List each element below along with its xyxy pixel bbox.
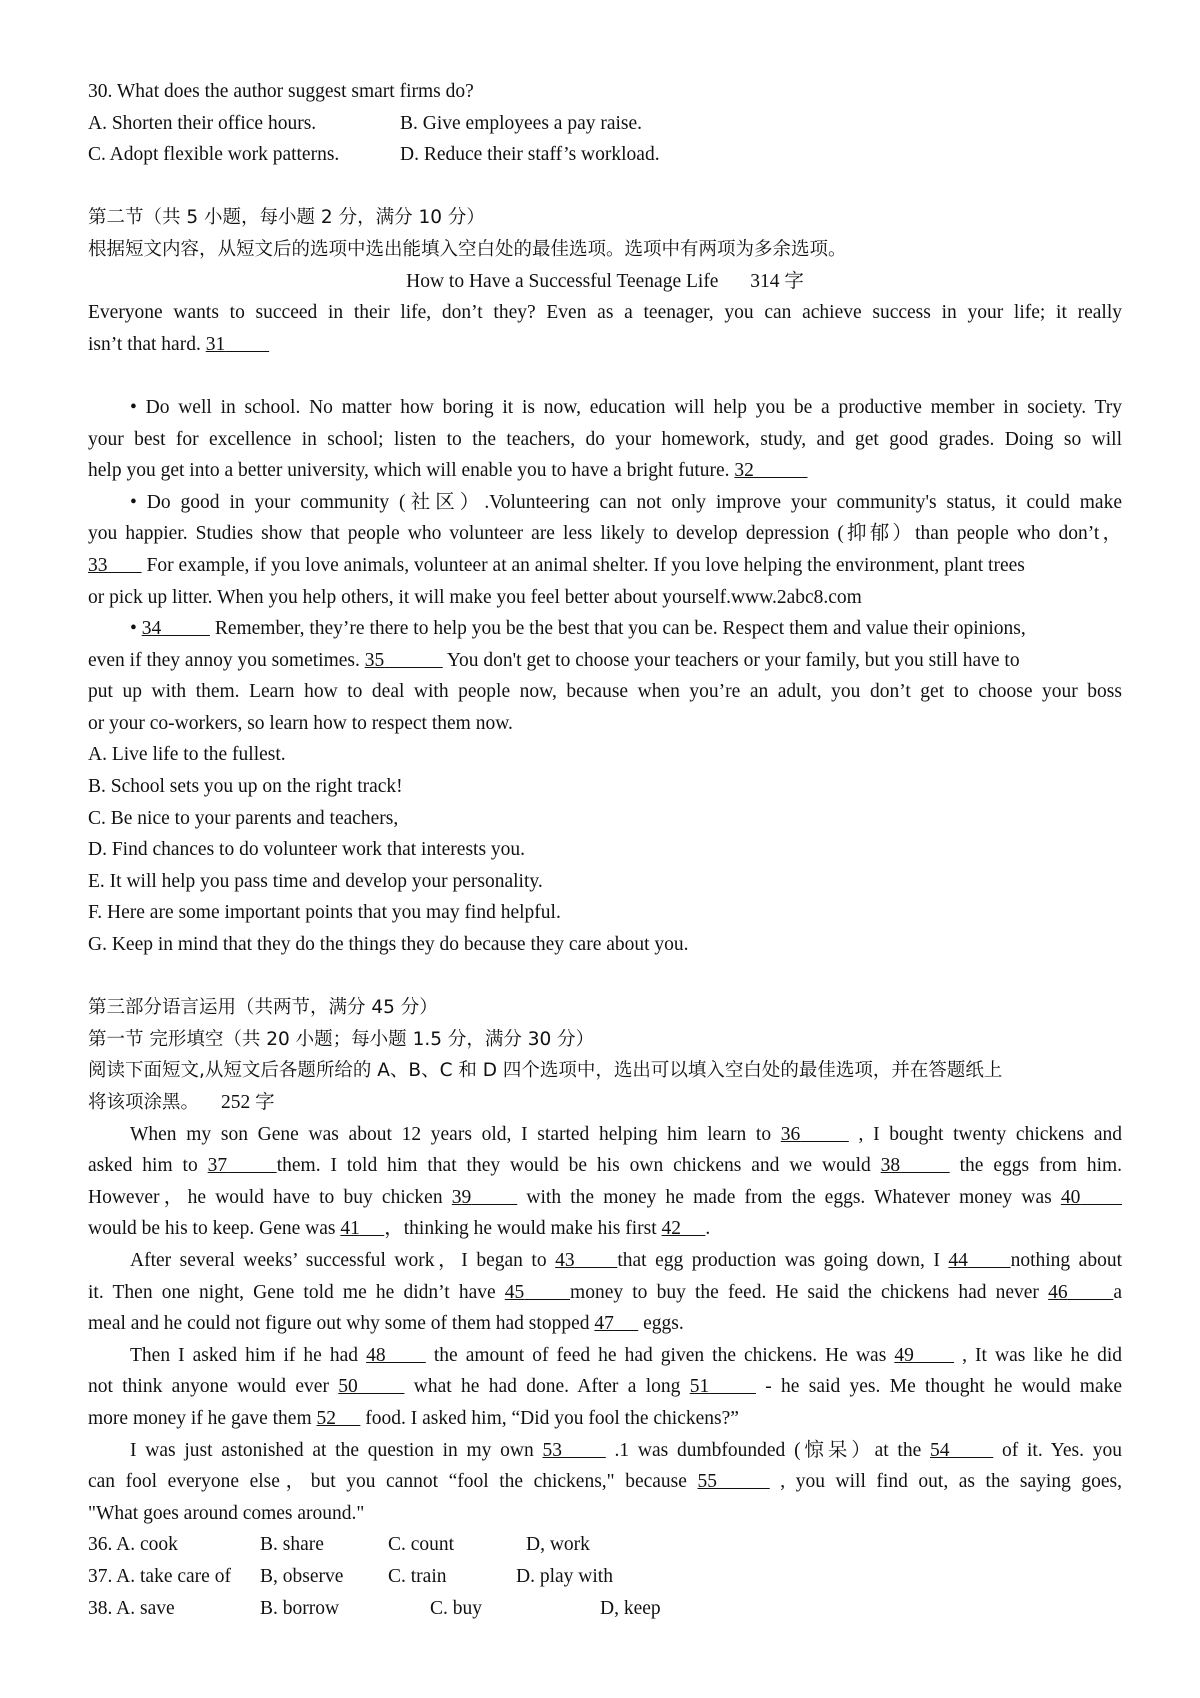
q30-option-b: B. Give employees a pay raise. [400,112,643,134]
option-e: E. It will help you pass time and develop your personality. [88,870,543,892]
cloze-p4-line-1: I was just astonished at the question in my own 53 .1 was dumbfounded (惊呆）at the 54 of it. Yes. you [130,1439,1123,1461]
para2-line2: you happier. Studies show that people who volunteer are less likely to develop depression (抑郁）than people who don’t， [88,523,1122,545]
q30-option-a: A. Shorten their office hours. [88,112,317,134]
q38-options: 38. A. save B. borrow C. buy D, keep [88,1597,661,1619]
para3-line2: even if they annoy you sometimes. 35 You don't get to choose your teachers or your family, but you still have to [88,649,1020,671]
blank-39: 39 [451,1186,472,1208]
option-b: B. School sets you up on the right track! [88,776,403,798]
cloze-p3-line-3: more money if he gave them 52 food. I asked him, “Did you fool the chickens?” [88,1407,739,1429]
blank-49: 49 [894,1344,914,1366]
exam-page [88,76,1122,1624]
blank-40: 40 [1060,1186,1081,1208]
q30-option-d: D. Reduce their staff’s workload. [400,144,660,166]
part3-subheading: 第一节 完形填空（共 20 小题；每小题 1.5 分，满分 30 分） [88,1028,595,1050]
section2-heading: 第二节（共 5 小题，每小题 2 分，满分 10 分） [88,207,485,229]
q37-options: 37. A. take care of B, observe C. train D. play with [88,1565,613,1587]
q30-stem: 30. What does the author suggest smart firms do? [88,81,474,102]
blank-38: 38 [880,1155,901,1177]
para1-line3: help you get into a better university, which will enable you to have a bright future. 32 [88,455,1122,487]
q30-options-row1 [88,108,1122,140]
blank-48: 48 [366,1344,386,1366]
para2-line1: • Do good in your community (社区）.Volunteering can not only improve your community's status, it could make [130,491,1122,513]
para3-line1: • 34 Remember, they’re there to help you be the best that you can be. Respect them and value their opinions, [130,618,1026,640]
blank-32: 32 [734,460,754,482]
blank-55: 55 [697,1471,717,1493]
blank-51: 51 [689,1376,710,1398]
para2-line3: 33 For example, if you love animals, volunteer at an animal shelter. If you love helping the environment, plant trees [88,554,1025,576]
cloze-p1-line-4: would be his to keep. Gene was 41 ，thinking he would make his first 42 . [88,1218,711,1240]
cloze-p4-line-3: "What goes around comes around." [88,1502,365,1524]
cloze-wordcount: 252 字 [221,1092,275,1113]
blank-52: 52 [316,1407,337,1429]
cloze-p2-line-2: it. Then one night, Gene told me he didn’t have 45 money to buy the feed. He said the chickens had never 46 a [88,1281,1122,1303]
cloze-passage [88,1119,1122,1530]
cloze-p2-line-1: After several weeks’ successful work，I began to 43 that egg production was going down, I 44 nothing about [130,1249,1123,1271]
passage-title-row [88,266,1122,298]
blank-43: 43 [555,1249,575,1271]
cloze-p4-line-2: can fool everyone else，but you cannot “fool the chickens," because 55 , you will find out, as the saying goes, [88,1471,1123,1493]
passage-wordcount: 314 字 [750,270,804,292]
blank-50: 50 [338,1376,358,1398]
cloze-p1-line-3: However，he would have to buy chicken 39 with the money he made from the eggs. Whatever money was 40 [88,1182,1122,1214]
blank-42: 42 [661,1218,682,1240]
q36-options: 36. A. cook B. share C. count D, work [88,1534,590,1556]
blank-47: 47 [594,1313,614,1335]
part3-instruction-1: 阅读下面短文,从短文后各题所给的 A、B、C 和 D 四个选项中，选出可以填入空白处的最佳选项，并在答题纸上 [88,1060,1003,1082]
part3-instruction-2: 将该项涂黑。 252 字 [88,1092,275,1113]
option-c: C. Be nice to your parents and teachers, [88,807,399,829]
option-g: G. Keep in mind that they do the things they do because they care about you. [88,934,689,956]
cloze-p2-line-3: meal and he could not figure out why some of them had stopped 47 eggs. [88,1313,684,1335]
blank-44: 44 [948,1249,968,1271]
option-d: D. Find chances to do volunteer work that interests you. [88,839,526,861]
blank-54: 54 [929,1439,950,1461]
intro-line-1: Everyone wants to succeed in their life, don’t they? Even as a teenager, you can achieve success in your life; it really [88,302,1122,324]
blank-35: 35 [364,649,385,671]
para3-line4: or your co-workers, so learn how to respect them now. [88,712,513,734]
cloze-p1-line-2: asked him to 37 them. I told him that they would be his own chickens and we would 38 the eggs from him. [88,1155,1123,1177]
cloze-p3-line-2: not think anyone would ever 50 what he had done. After a long 51 - he said yes. Me thought he would make [88,1376,1123,1398]
blank-36: 36 [780,1123,801,1145]
cloze-p3-line-1: Then I asked him if he had 48 the amount of feed he had given the chickens. He was 49 , It was like he did [130,1344,1123,1366]
part3-heading: 第三部分语言运用（共两节，满分 45 分） [88,997,438,1019]
blank-31: 31 [205,333,226,355]
blank-37: 37 [207,1155,228,1177]
blank-46: 46 [1048,1281,1068,1303]
option-a: A. Live life to the fullest. [88,744,286,766]
para1-line2: your best for excellence in school; listen to the teachers, do your homework, study, and get good grades. Doing so will [88,428,1122,450]
blank-33: 33 [88,554,108,576]
para3-line3: put up with them. Learn how to deal with people now, because when you’re an adult, you don’t get to choose your boss [88,681,1122,703]
blank-34: 34 [141,618,162,640]
passage-title: How to Have a Successful Teenage Life [406,270,719,292]
q30-options-row2 [88,139,1122,171]
cloze-p1-line-1: When my son Gene was about 12 years old, I started helping him learn to 36 , I bought twenty chickens and [130,1123,1122,1145]
blank-45: 45 [504,1281,525,1303]
section2-instruction: 根据短文内容，从短文后的选项中选出能填入空白处的最佳选项。选项中有两项为多余选项。 [88,238,847,260]
para1-line1: • Do well in school. No matter how boring it is now, education will help you be a productive member in society. Try [130,396,1122,418]
option-f: F. Here are some important points that you may find helpful. [88,902,561,924]
blank-53: 53 [542,1439,562,1461]
para2-line4: or pick up litter. When you help others, it will make you feel better about yourself.www.2abc8.com [88,586,862,608]
intro-line-2: isn’t that hard. 31 [88,329,1122,361]
blank-41: 41 [340,1218,360,1240]
q30-option-c: C. Adopt flexible work patterns. [88,144,340,166]
